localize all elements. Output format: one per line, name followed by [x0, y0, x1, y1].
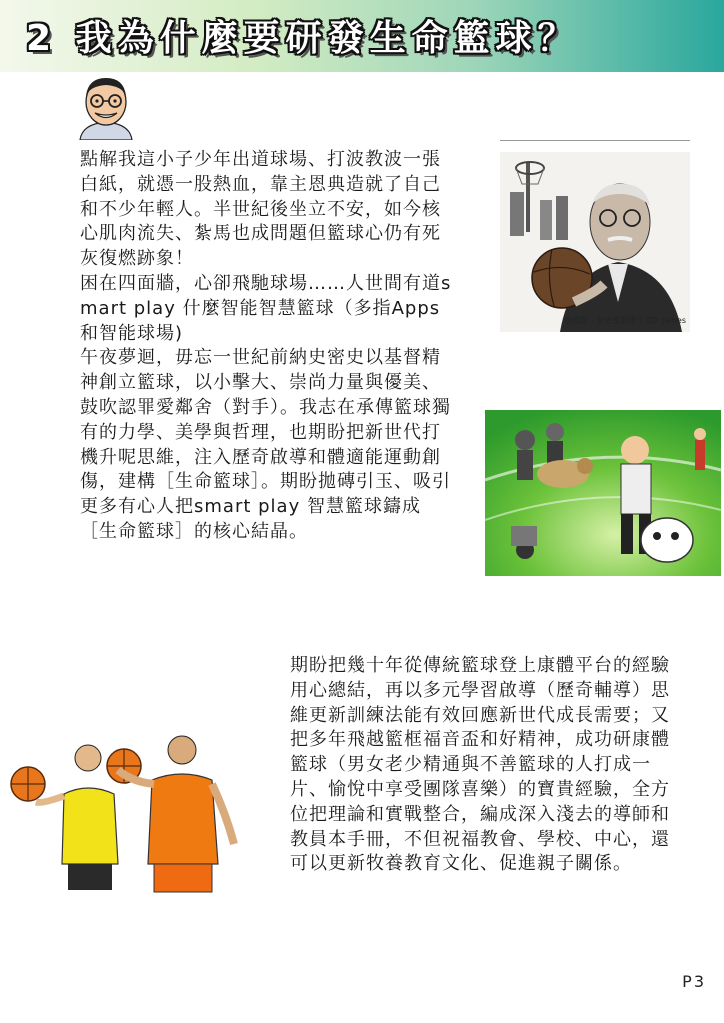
naismith-photo	[500, 152, 690, 332]
activity-collage	[485, 410, 721, 576]
page-title: 2 我為什麼要研發生命籃球？	[26, 18, 580, 59]
author-caricature-icon	[74, 74, 138, 140]
page-number: P3	[682, 972, 706, 991]
naismith-caption: 詹姆斯・奈史密斯博士 (Dr James	[564, 316, 686, 325]
intro-paragraph: 點解我這小子少年出道球場、打波教波一張白紙，就憑一股熱血，靠主恩典造就了自己和不少年輕人。半世紀後坐立不安，如今核心肌肉流失、紮馬也成問題但籃球心仍有死灰復燃跡象！ 困在四面牆，心卻飛馳球場……人世間有道smart play 什麼智能智慧籃球（多指Apps和智能球場) 午夜夢迴，毋忘一世紀前納史密史以基督精神創立籃球，以小擊大、崇尚力量與優美、鼓吹認罪愛鄰舍（對手）。我志在承傳籃球獨有的力學、美學與哲理，也期盼把新世代打機升呢思維，注入歷奇啟導和體適能運動創傷，建構［生命籃球］。期盼拋磚引玉、吸引更多有心人把smart play 智慧籃球鑄成［生命籃球］的核心結晶。	[80, 149, 452, 542]
header-band	[0, 0, 724, 72]
experience-paragraph: 期盼把幾十年從傳統籃球登上康體平台的經驗用心總結，再以多元學習啟導（歷奇輔導）思維更新訓練法能有效回應新世代成長需要；又把多年飛越籃框福音盃和好精神，成功研康體籃球（男女老少精通與不善籃球的人打成一片、愉悅中享受團隊喜樂）的寶貴經驗，全方位把理論和實戰整合，編成深入淺去的導師和教員本手冊，不但祝福教會、學校、中心，還可以更新牧養教育文化、促進親子關係。	[290, 655, 670, 875]
photo-top-rule	[500, 140, 690, 141]
coaches-photo	[6, 724, 254, 894]
